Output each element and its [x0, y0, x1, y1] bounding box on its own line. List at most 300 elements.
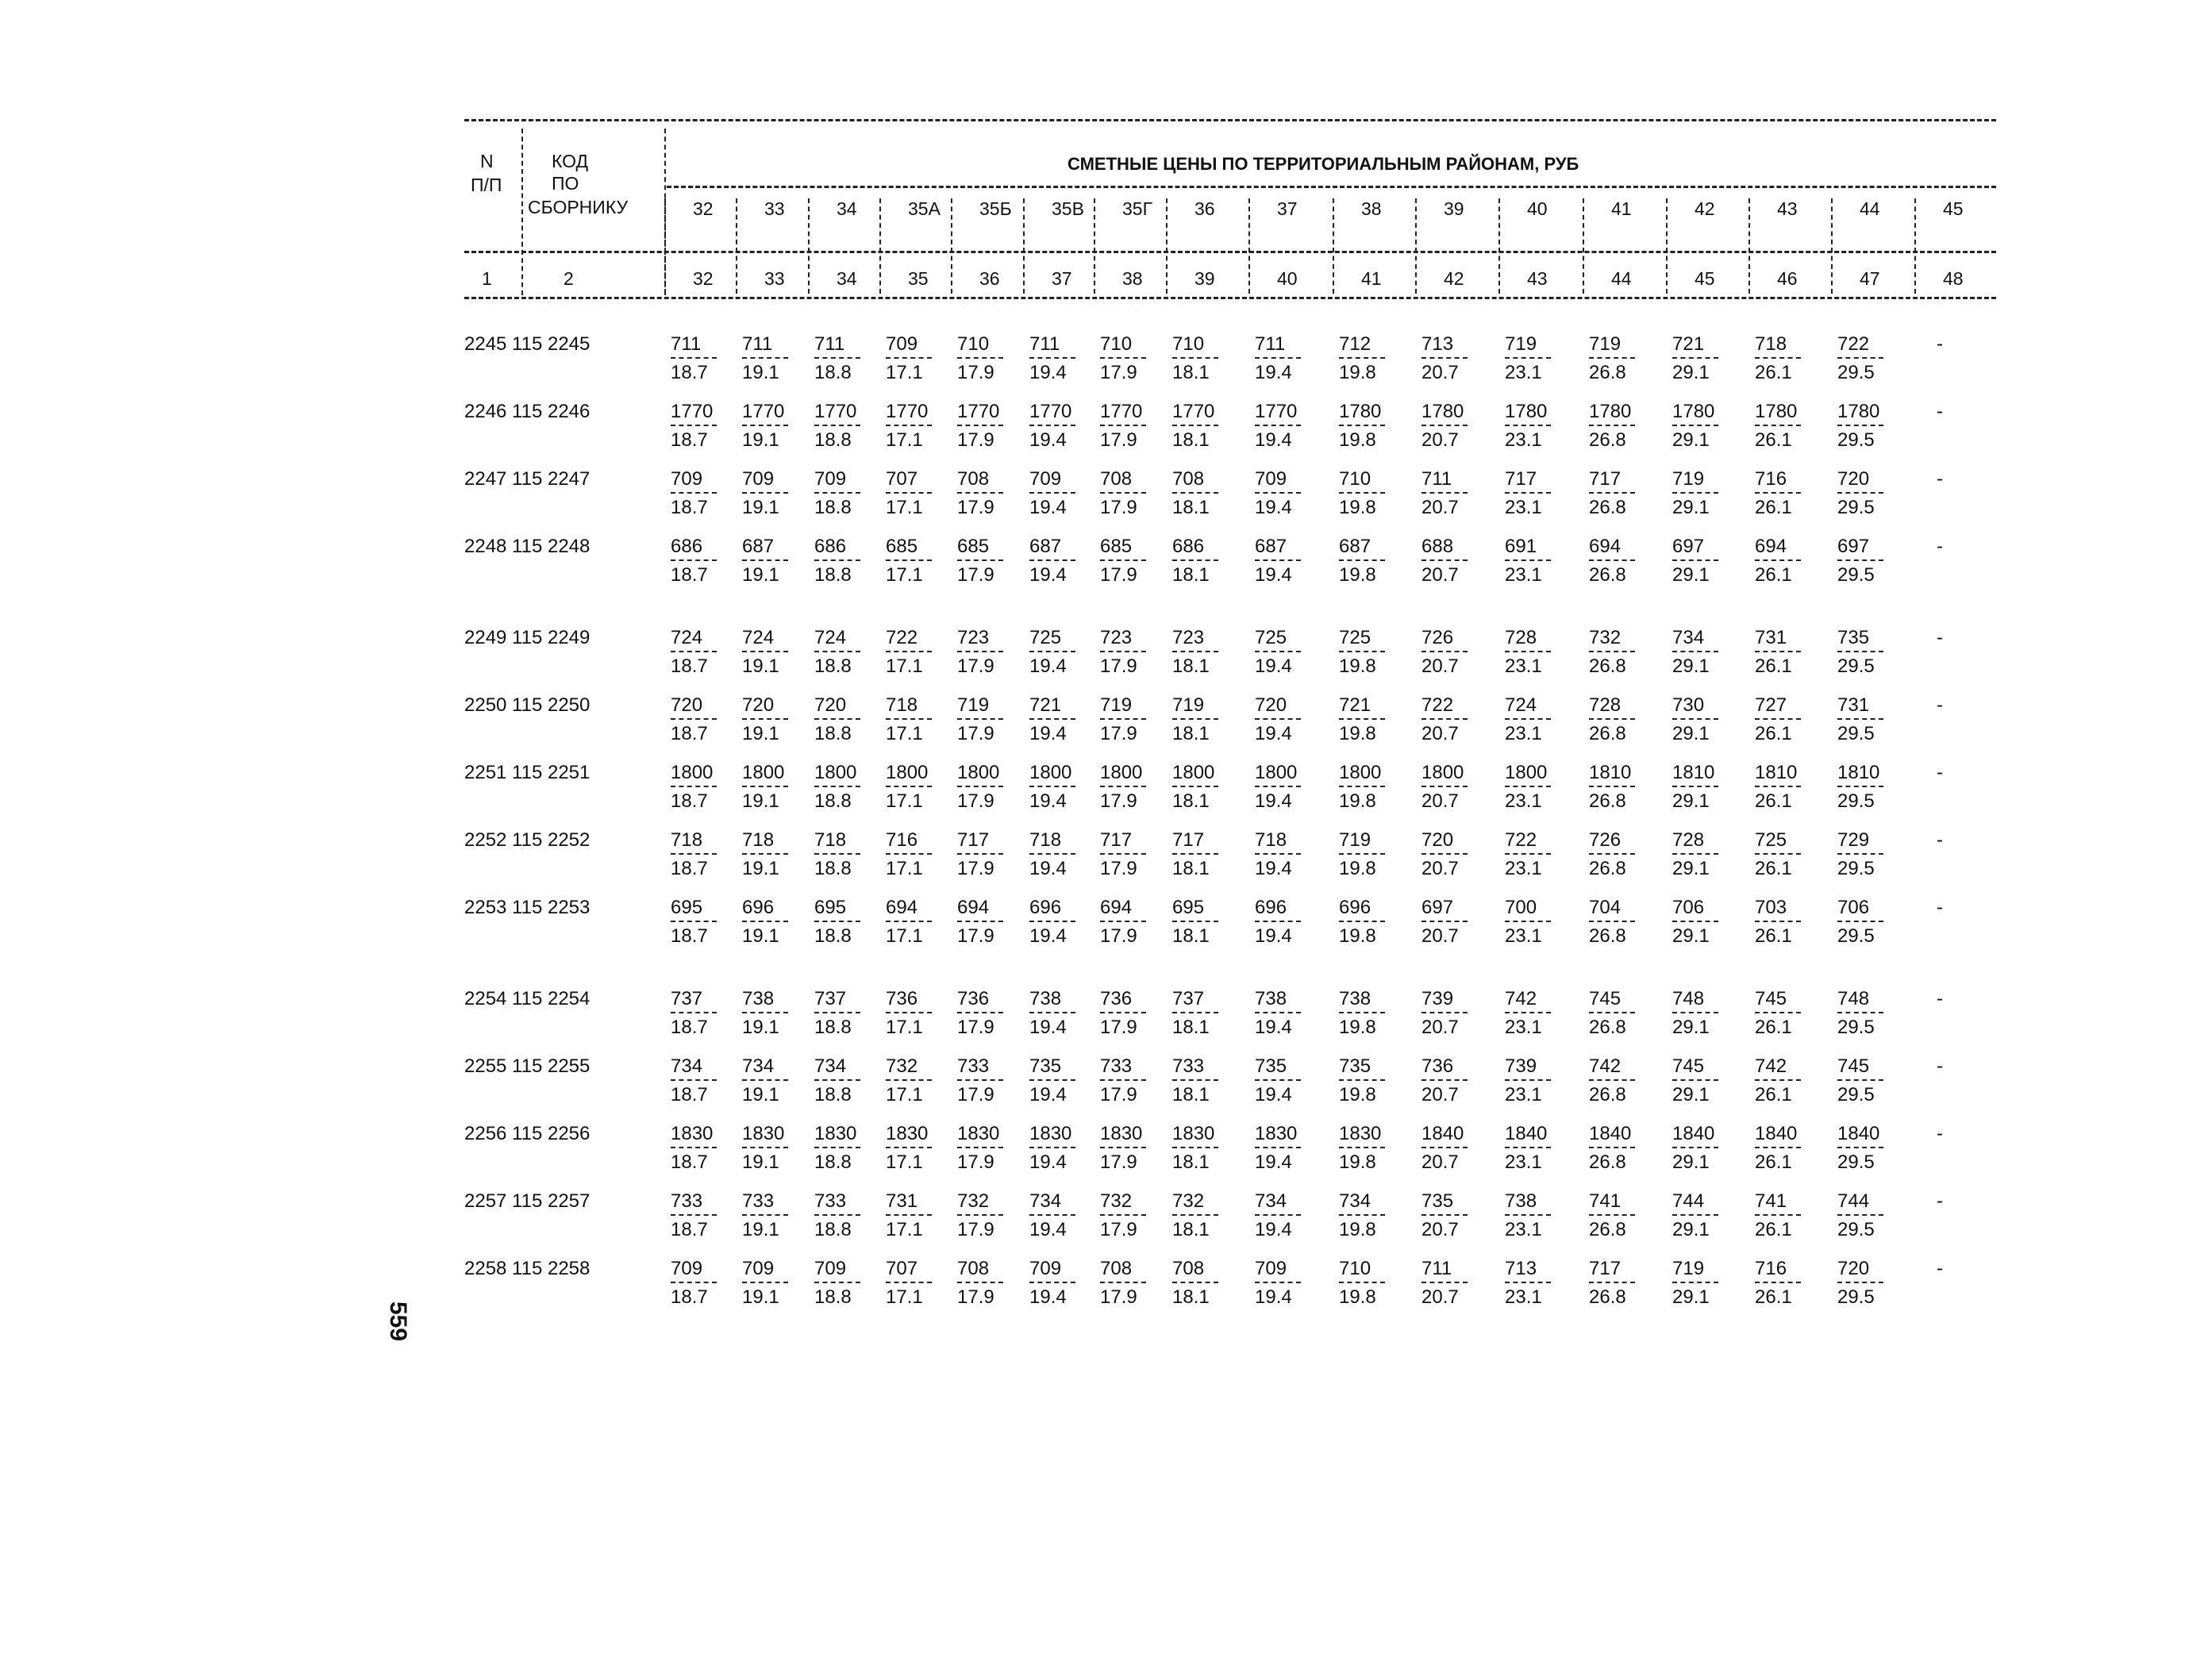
- fraction-line: [1100, 559, 1146, 561]
- price-cell: [1755, 627, 1802, 678]
- index-value: 19.8: [1339, 858, 1376, 879]
- price-value: 723: [1100, 627, 1133, 648]
- fraction-line: [1589, 718, 1635, 720]
- fraction-line: [1029, 1214, 1075, 1216]
- index-value: 19.1: [742, 1151, 779, 1173]
- fraction-line: [814, 853, 860, 855]
- price-cell: [1755, 694, 1802, 745]
- index-value: 18.8: [814, 655, 852, 677]
- index-value: 29.1: [1672, 1151, 1710, 1173]
- header-col1-n: N: [480, 151, 494, 171]
- index-value: 18.8: [814, 723, 852, 744]
- fraction-line: [671, 1214, 717, 1216]
- fraction-line: [957, 357, 1003, 359]
- price-cell: [1172, 1055, 1220, 1106]
- index-value: 23.1: [1505, 362, 1542, 383]
- price-cell: [742, 468, 790, 519]
- price-cell: [1255, 401, 1302, 452]
- fraction-line: [1672, 786, 1718, 787]
- fraction-line: [1837, 921, 1883, 922]
- price-cell: [1339, 1055, 1387, 1106]
- price-value: 1780: [1339, 401, 1382, 422]
- index-value: 19.4: [1029, 790, 1067, 812]
- price-cell: [886, 1190, 933, 1241]
- price-cell: [1672, 1258, 1720, 1309]
- fraction-line: [1672, 357, 1718, 359]
- index-value: 18.1: [1172, 790, 1210, 812]
- fraction-line: [1837, 492, 1883, 494]
- index-value: 19.4: [1029, 723, 1067, 744]
- fraction-line: [1029, 1282, 1075, 1283]
- fraction-line: [1100, 786, 1146, 787]
- header-col2-l3: СБОРНИКУ: [528, 197, 629, 217]
- index-value: 29.5: [1837, 925, 1875, 947]
- index-value: 23.1: [1505, 723, 1542, 744]
- price-cell: [1505, 401, 1552, 452]
- price-value: 737: [814, 988, 847, 1009]
- index-value: 19.1: [742, 925, 779, 947]
- price-cell: [742, 627, 790, 678]
- district-header-14: 42: [1695, 198, 1715, 219]
- fraction-line: [742, 1282, 788, 1283]
- fraction-line: [1421, 492, 1468, 494]
- price-value: 732: [1589, 627, 1621, 648]
- price-cell: [1100, 897, 1148, 948]
- price-value: 722: [1505, 829, 1537, 851]
- price-cell: [1100, 829, 1148, 880]
- index-value: 18.8: [814, 1151, 852, 1173]
- price-value: 720: [814, 694, 847, 716]
- price-value: 710: [957, 333, 990, 355]
- district-header-12: 40: [1527, 198, 1548, 219]
- index-value: 26.8: [1589, 1286, 1626, 1308]
- price-cell: [1837, 988, 1885, 1039]
- fraction-line: [1172, 1079, 1218, 1081]
- fraction-line: [1505, 1147, 1551, 1148]
- index-value: 18.1: [1172, 362, 1210, 383]
- index-value: 19.4: [1255, 858, 1292, 879]
- header-col-divider: [1415, 198, 1417, 294]
- price-cell: [1421, 536, 1469, 586]
- index-value: 18.7: [671, 564, 708, 586]
- fraction-line: [1672, 1012, 1718, 1013]
- price-value: 1840: [1505, 1123, 1548, 1144]
- price-value: 707: [886, 1258, 918, 1279]
- price-cell: [1029, 333, 1077, 384]
- index-value: 17.9: [1100, 1286, 1137, 1308]
- fraction-line: [671, 1147, 717, 1148]
- index-value: 19.8: [1339, 1286, 1376, 1308]
- price-value: 711: [1029, 333, 1060, 355]
- price-value: 711: [671, 333, 702, 355]
- fraction-line: [671, 1012, 717, 1013]
- index-value: 29.5: [1837, 362, 1875, 383]
- header-col-divider: [1748, 198, 1750, 294]
- last-column-dash: -: [1937, 1190, 1943, 1212]
- page-number: 559: [385, 1301, 411, 1342]
- price-cell: [1100, 694, 1148, 745]
- price-value: 709: [886, 333, 918, 355]
- price-value: 708: [957, 468, 990, 490]
- fraction-line: [1837, 1282, 1883, 1283]
- index-value: 19.4: [1029, 564, 1067, 586]
- fraction-line: [1172, 853, 1218, 855]
- price-value: 1800: [1255, 762, 1298, 783]
- price-cell: [814, 829, 862, 880]
- index-value: 18.7: [671, 1151, 708, 1173]
- fraction-line: [1505, 1079, 1551, 1081]
- fraction-line: [1505, 651, 1551, 652]
- fraction-line: [671, 1079, 717, 1081]
- price-cell: [1837, 1190, 1885, 1241]
- price-value: 1810: [1837, 762, 1880, 783]
- price-value: 709: [1255, 468, 1287, 490]
- index-value: 17.9: [1100, 655, 1137, 677]
- fraction-line: [814, 1282, 860, 1283]
- price-cell: [957, 988, 1005, 1039]
- index-value: 29.1: [1672, 362, 1710, 383]
- fraction-line: [886, 357, 932, 359]
- price-cell: [742, 536, 790, 586]
- index-value: 17.9: [1100, 1017, 1137, 1038]
- price-cell: [814, 1123, 862, 1174]
- price-cell: [1100, 1258, 1148, 1309]
- index-value: 19.1: [742, 497, 779, 518]
- index-value: 19.4: [1255, 429, 1292, 451]
- fraction-line: [1172, 492, 1218, 494]
- index-value: 17.1: [886, 564, 923, 586]
- price-cell: [1672, 401, 1720, 452]
- row-code: 2252 115 2252: [464, 829, 591, 851]
- fraction-line: [671, 425, 717, 426]
- fraction-line: [1255, 853, 1301, 855]
- index-value: 17.1: [886, 790, 923, 812]
- price-cell: [742, 988, 790, 1039]
- price-value: 687: [1029, 536, 1062, 557]
- fraction-line: [1421, 357, 1468, 359]
- header-colnum-2: 2: [564, 268, 574, 289]
- fraction-line: [1100, 718, 1146, 720]
- price-value: 724: [742, 627, 775, 648]
- price-cell: [1837, 333, 1885, 384]
- fraction-line: [1672, 559, 1718, 561]
- fraction-line: [1100, 1012, 1146, 1013]
- fraction-line: [1589, 559, 1635, 561]
- fraction-line: [1255, 1012, 1301, 1013]
- price-value: 720: [1837, 1258, 1870, 1279]
- price-cell: [1172, 762, 1220, 813]
- price-value: 696: [1029, 897, 1062, 918]
- price-cell: [1672, 536, 1720, 586]
- index-value: 17.9: [957, 1219, 994, 1240]
- fraction-line: [814, 651, 860, 652]
- fraction-line: [1837, 786, 1883, 787]
- price-value: 694: [1589, 536, 1621, 557]
- price-value: 1830: [1100, 1123, 1143, 1144]
- fraction-line: [1421, 559, 1468, 561]
- index-value: 17.1: [886, 1017, 923, 1038]
- price-value: 1830: [1029, 1123, 1072, 1144]
- index-value: 26.8: [1589, 723, 1626, 744]
- index-value: 23.1: [1505, 1286, 1542, 1308]
- header-col-divider: [951, 198, 952, 294]
- price-value: 710: [1100, 333, 1133, 355]
- price-value: 719: [957, 694, 990, 716]
- price-cell: [1100, 401, 1148, 452]
- index-value: 19.4: [1255, 1151, 1292, 1173]
- fraction-line: [1339, 786, 1385, 787]
- price-value: 736: [1100, 988, 1133, 1009]
- index-value: 20.7: [1421, 1017, 1459, 1038]
- price-cell: [742, 694, 790, 745]
- fraction-line: [1100, 357, 1146, 359]
- index-value: 26.8: [1589, 429, 1626, 451]
- fraction-line: [1255, 1282, 1301, 1283]
- price-value: 719: [1339, 829, 1371, 851]
- price-value: 703: [1755, 897, 1787, 918]
- fraction-line: [1029, 1147, 1075, 1148]
- index-value: 26.1: [1755, 1084, 1792, 1105]
- price-cell: [1589, 1055, 1637, 1106]
- price-value: 708: [957, 1258, 990, 1279]
- price-value: 733: [671, 1190, 703, 1212]
- fraction-line: [1029, 1079, 1075, 1081]
- index-value: 18.1: [1172, 429, 1210, 451]
- price-cell: [742, 1258, 790, 1309]
- price-cell: [742, 762, 790, 813]
- index-value: 26.1: [1755, 790, 1792, 812]
- price-cell: [957, 829, 1005, 880]
- price-value: 725: [1755, 829, 1787, 851]
- price-cell: [1505, 536, 1552, 586]
- fraction-line: [1421, 425, 1468, 426]
- price-cell: [1339, 1123, 1387, 1174]
- price-cell: [1672, 627, 1720, 678]
- price-value: 733: [742, 1190, 775, 1212]
- price-value: 709: [671, 1258, 703, 1279]
- index-value: 18.1: [1172, 564, 1210, 586]
- price-value: 738: [1255, 988, 1287, 1009]
- index-value: 19.4: [1029, 655, 1067, 677]
- fraction-line: [1755, 718, 1801, 720]
- price-cell: [1255, 1190, 1302, 1241]
- last-column-dash: -: [1937, 762, 1943, 783]
- price-cell: [1172, 401, 1220, 452]
- price-value: 1800: [886, 762, 929, 783]
- last-column-dash: -: [1937, 1123, 1943, 1144]
- price-cell: [1339, 1190, 1387, 1241]
- price-cell: [1100, 1190, 1148, 1241]
- index-value: 17.9: [1100, 429, 1137, 451]
- price-value: 720: [1255, 694, 1287, 716]
- fraction-line: [1339, 921, 1385, 922]
- price-cell: [1755, 762, 1802, 813]
- fraction-line: [814, 1012, 860, 1013]
- price-value: 734: [1255, 1190, 1287, 1212]
- index-value: 19.4: [1255, 1017, 1292, 1038]
- index-value: 29.5: [1837, 1219, 1875, 1240]
- header-group-title: СМЕТНЫЕ ЦЕНЫ ПО ТЕРРИТОРИАЛЬНЫМ РАЙОНАМ, РУБ: [1068, 154, 1579, 174]
- fraction-line: [886, 1214, 932, 1216]
- price-cell: [886, 988, 933, 1039]
- price-value: 711: [1421, 1258, 1452, 1279]
- index-value: 19.8: [1339, 1017, 1376, 1038]
- index-value: 18.7: [671, 925, 708, 947]
- price-value: 708: [1100, 468, 1133, 490]
- price-cell: [886, 897, 933, 948]
- price-cell: [1589, 988, 1637, 1039]
- row-code: 2247 115 2247: [464, 468, 591, 490]
- price-cell: [1029, 988, 1077, 1039]
- price-cell: [1339, 401, 1387, 452]
- fraction-line: [1505, 786, 1551, 787]
- price-cell: [1172, 1258, 1220, 1309]
- column-number: 48: [1943, 268, 1964, 289]
- price-value: 710: [1339, 468, 1371, 490]
- fraction-line: [814, 559, 860, 561]
- price-value: 731: [1755, 627, 1787, 648]
- price-cell: [671, 1258, 718, 1309]
- price-value: 1780: [1837, 401, 1880, 422]
- index-value: 17.1: [886, 723, 923, 744]
- price-value: 717: [1172, 829, 1205, 851]
- price-cell: [1255, 694, 1302, 745]
- fraction-line: [1589, 492, 1635, 494]
- price-cell: [1421, 762, 1469, 813]
- index-value: 19.4: [1255, 1219, 1292, 1240]
- index-value: 17.9: [957, 497, 994, 518]
- price-value: 709: [671, 468, 703, 490]
- index-value: 29.1: [1672, 1286, 1710, 1308]
- index-value: 23.1: [1505, 925, 1542, 947]
- price-value: 717: [1505, 468, 1537, 490]
- price-value: 1830: [1255, 1123, 1298, 1144]
- fraction-line: [814, 492, 860, 494]
- price-cell: [1029, 536, 1077, 586]
- fraction-line: [1029, 357, 1075, 359]
- index-value: 18.8: [814, 1219, 852, 1240]
- index-value: 17.9: [1100, 564, 1137, 586]
- price-value: 1800: [957, 762, 1000, 783]
- index-value: 17.1: [886, 858, 923, 879]
- price-value: 688: [1421, 536, 1454, 557]
- fraction-line: [1100, 425, 1146, 426]
- header-bottom-rule: [464, 297, 1996, 299]
- index-value: 18.8: [814, 429, 852, 451]
- fraction-line: [1755, 357, 1801, 359]
- index-value: 26.1: [1755, 655, 1792, 677]
- fraction-line: [1029, 786, 1075, 787]
- price-value: 717: [957, 829, 990, 851]
- price-value: 718: [1029, 829, 1062, 851]
- price-value: 710: [1172, 333, 1205, 355]
- fraction-line: [1589, 853, 1635, 855]
- price-value: 734: [1029, 1190, 1062, 1212]
- price-cell: [814, 468, 862, 519]
- price-cell: [1100, 1123, 1148, 1174]
- price-cell: [1029, 401, 1077, 452]
- price-cell: [886, 1258, 933, 1309]
- price-cell: [1339, 762, 1387, 813]
- fraction-line: [886, 921, 932, 922]
- index-value: 19.4: [1029, 429, 1067, 451]
- fraction-line: [814, 1214, 860, 1216]
- district-header-16: 44: [1860, 198, 1880, 219]
- index-value: 19.4: [1255, 1286, 1292, 1308]
- price-cell: [1421, 1190, 1469, 1241]
- price-cell: [957, 1190, 1005, 1241]
- price-cell: [742, 1123, 790, 1174]
- fraction-line: [1589, 357, 1635, 359]
- price-cell: [1100, 333, 1148, 384]
- price-cell: [1589, 829, 1637, 880]
- column-number: 45: [1695, 268, 1715, 289]
- price-cell: [886, 333, 933, 384]
- fraction-line: [1421, 921, 1468, 922]
- index-value: 29.5: [1837, 723, 1875, 744]
- fraction-line: [957, 425, 1003, 426]
- price-cell: [1505, 627, 1552, 678]
- row-code: 2251 115 2251: [464, 762, 591, 783]
- index-value: 18.1: [1172, 858, 1210, 879]
- fraction-line: [742, 718, 788, 720]
- index-value: 17.9: [1100, 790, 1137, 812]
- price-cell: [957, 694, 1005, 745]
- fraction-line: [1755, 853, 1801, 855]
- price-cell: [671, 333, 718, 384]
- fraction-line: [1589, 651, 1635, 652]
- index-value: 17.9: [957, 564, 994, 586]
- price-cell: [886, 401, 933, 452]
- price-cell: [1672, 897, 1720, 948]
- price-cell: [671, 1123, 718, 1174]
- index-value: 23.1: [1505, 1017, 1542, 1038]
- price-value: 738: [1029, 988, 1062, 1009]
- price-cell: [1100, 762, 1148, 813]
- price-value: 736: [1421, 1055, 1454, 1077]
- price-value: 713: [1505, 1258, 1537, 1279]
- index-value: 19.1: [742, 429, 779, 451]
- fraction-line: [1255, 718, 1301, 720]
- price-cell: [742, 1055, 790, 1106]
- header-col-divider: [1666, 198, 1668, 294]
- index-value: 18.7: [671, 362, 708, 383]
- price-cell: [1505, 1258, 1552, 1309]
- index-value: 26.1: [1755, 925, 1792, 947]
- price-value: 1780: [1505, 401, 1548, 422]
- fraction-line: [886, 425, 932, 426]
- index-value: 19.4: [1029, 1219, 1067, 1240]
- index-value: 18.7: [671, 858, 708, 879]
- fraction-line: [1589, 786, 1635, 787]
- index-value: 20.7: [1421, 1084, 1459, 1105]
- header-col-divider: [736, 198, 737, 294]
- price-cell: [1255, 988, 1302, 1039]
- district-header-3: 34: [837, 198, 857, 219]
- price-cell: [1755, 468, 1802, 519]
- price-value: 745: [1672, 1055, 1705, 1077]
- index-value: 17.1: [886, 1219, 923, 1240]
- fraction-line: [1255, 1214, 1301, 1216]
- price-cell: [1172, 1123, 1220, 1174]
- price-value: 1770: [814, 401, 857, 422]
- fraction-line: [1339, 1214, 1385, 1216]
- price-cell: [1421, 829, 1469, 880]
- index-value: 19.4: [1029, 362, 1067, 383]
- fraction-line: [1339, 1012, 1385, 1013]
- price-value: 723: [1172, 627, 1205, 648]
- fraction-line: [957, 921, 1003, 922]
